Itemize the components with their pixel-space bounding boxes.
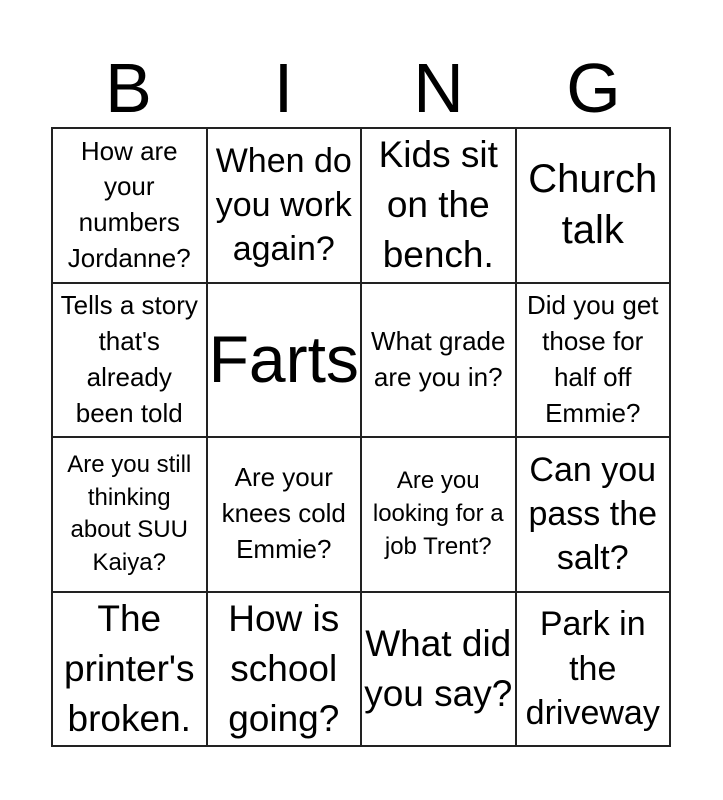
cell-text: Kids sit on the bench. — [378, 134, 498, 276]
bingo-cell[interactable] — [517, 593, 672, 748]
bingo-cell[interactable] — [362, 129, 517, 284]
cell-text: Are you still thinking about SUU Kaiya? — [67, 451, 192, 576]
bingo-cell[interactable] — [208, 438, 363, 593]
bingo-cell[interactable] — [208, 284, 363, 439]
cell-text: Tells a story that's already been told — [60, 290, 198, 428]
bingo-cell[interactable] — [208, 593, 363, 748]
header-letter-b: B — [105, 49, 152, 127]
cell-text: How is school going? — [228, 597, 340, 739]
cell-text: Farts — [208, 322, 359, 397]
bingo-cell[interactable] — [53, 438, 208, 593]
header-letter-i: I — [273, 49, 294, 127]
bingo-cell[interactable] — [362, 593, 517, 748]
cell-text: What grade are you in? — [371, 325, 506, 392]
bingo-cell[interactable] — [517, 284, 672, 439]
cell-text: Church talk — [528, 157, 658, 253]
bingo-cell[interactable] — [517, 129, 672, 284]
bingo-cell[interactable] — [362, 438, 517, 593]
cell-text: Are you looking for a job Trent? — [372, 467, 504, 560]
bingo-cell[interactable] — [53, 593, 208, 748]
cell-text: Can you pass the salt? — [528, 450, 658, 578]
bingo-cell[interactable] — [53, 284, 208, 439]
header-letter-g: G — [566, 49, 621, 127]
cell-text: Are your knees cold Emmie? — [221, 462, 346, 565]
cell-text: When do you work again? — [215, 141, 352, 269]
bingo-grid — [51, 127, 671, 747]
bingo-cell[interactable] — [517, 438, 672, 593]
cell-text: The printer's broken. — [64, 597, 195, 739]
header-letter-n: N — [413, 49, 464, 127]
cell-text: Did you get those for half off Emmie? — [526, 290, 659, 428]
bingo-header — [51, 48, 671, 128]
bingo-cell[interactable] — [53, 129, 208, 284]
bingo-cell[interactable] — [208, 129, 363, 284]
cell-text: What did you say? — [364, 622, 513, 714]
cell-text: How are your numbers Jordanne? — [67, 135, 191, 274]
cell-text: Park in the driveway — [525, 605, 660, 732]
bingo-cell[interactable] — [362, 284, 517, 439]
